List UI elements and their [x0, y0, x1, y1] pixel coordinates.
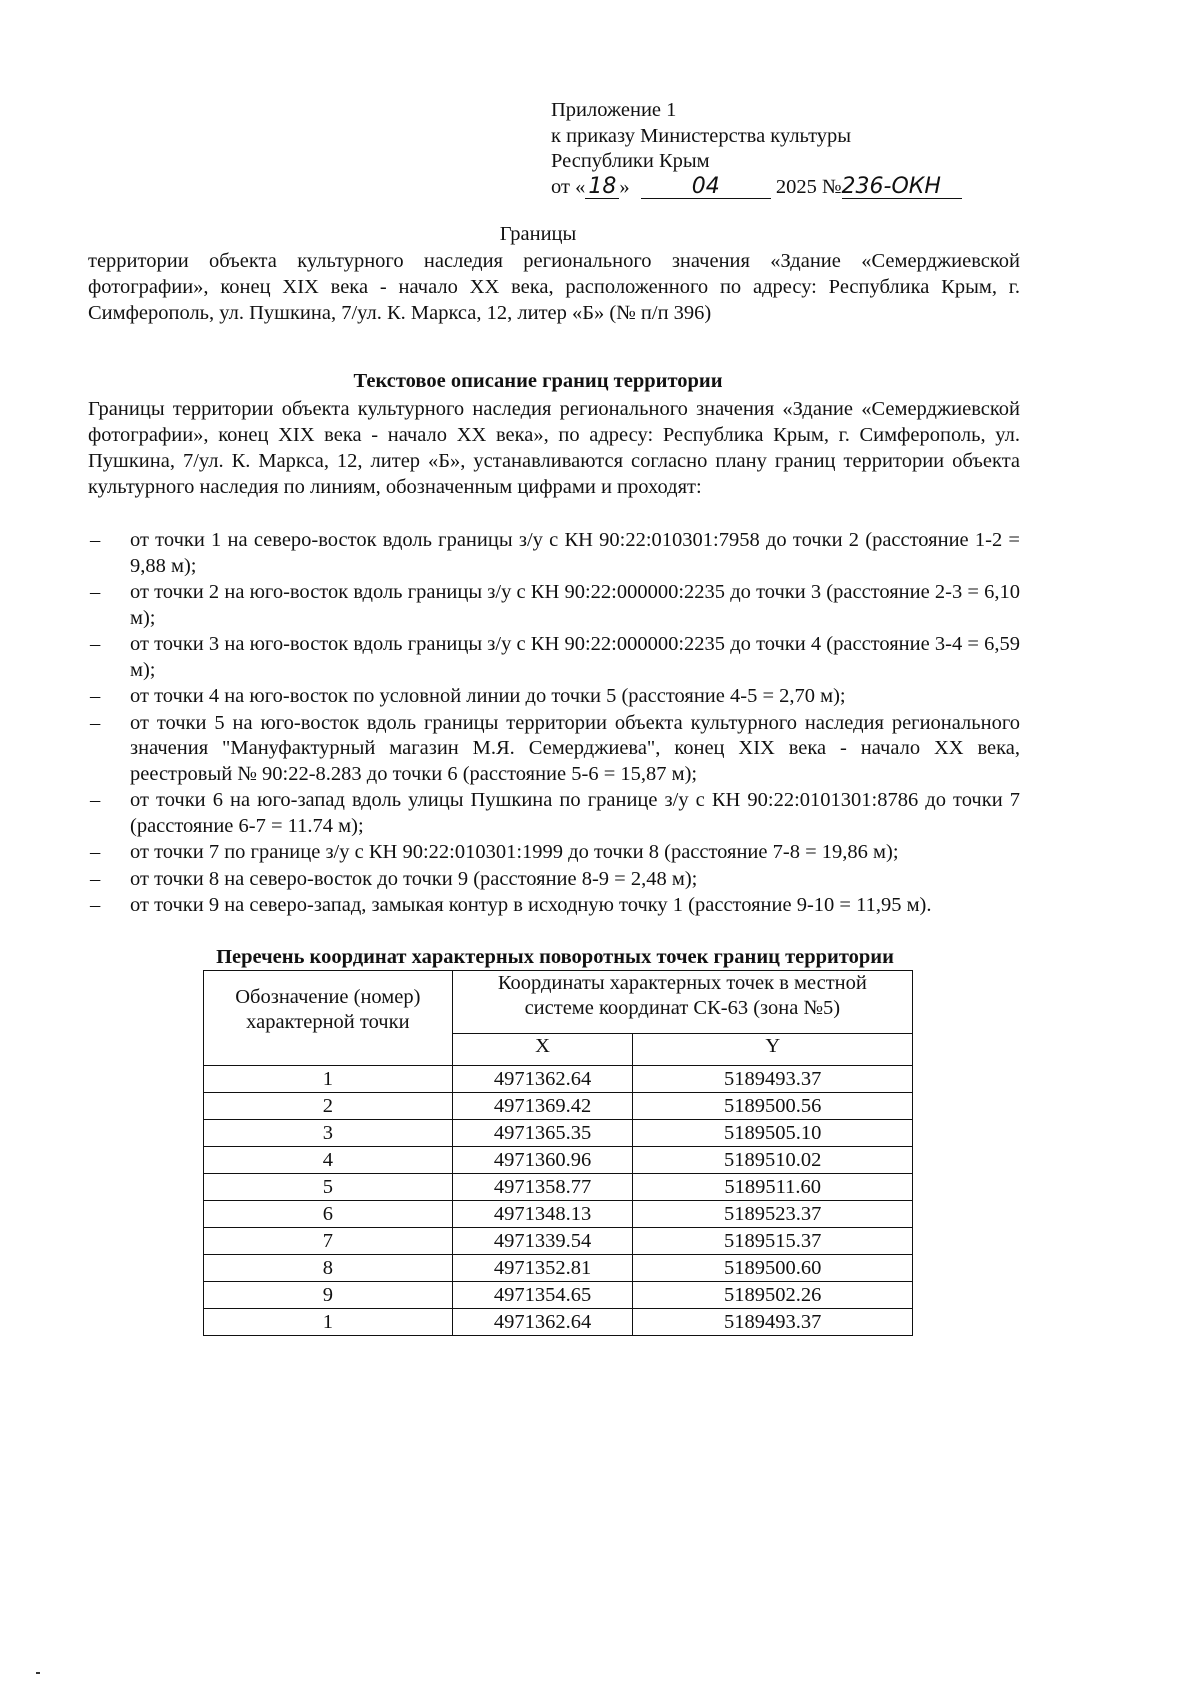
x-coordinate-cell: 4971365.35 [452, 1120, 633, 1147]
table-row [204, 1309, 913, 1336]
list-item: – от точки 4 на юго-восток по условной линии до точки 5 (расстояние 4-5 = 2,70 м); [90, 685, 846, 707]
x-coordinate-cell: 4971360.96 [452, 1147, 633, 1174]
y-coordinate-cell: 5189515.37 [633, 1228, 913, 1255]
x-coordinate-cell: 4971369.42 [452, 1093, 633, 1120]
appendix-number: Приложение 1 [551, 99, 677, 121]
table-row [204, 1255, 913, 1282]
list-item: – от точки 9 на северо-запад, замыкая контур в исходную точку 1 (расстояние 9-10 = 11,95 м). [90, 894, 932, 916]
point-number-cell: 1 [204, 1066, 453, 1093]
y-coordinate-cell: 5189500.56 [633, 1093, 913, 1120]
point-number-cell: 2 [204, 1093, 453, 1120]
list-item: – от точки 7 по границе з/у с КН 90:22:010301:1999 до точки 8 (расстояние 7-8 = 19,86 м); [90, 841, 899, 863]
table-row [204, 1174, 913, 1201]
order-date-line: от « 18 » 04 2025 №236-ОКН [551, 175, 962, 201]
list-item: – от точки 5 на юго-восток вдоль границы территории объекта культурного наследия регионального значения "Мануфактурный магазин М.Я. Семерджиева", конец XIX века - начало XX века, реестровый № 90:22-8.283 до точки 6 (расстояние 5-6 = 15,87 м); [90, 711, 1020, 785]
x-coordinate-cell: 4971362.64 [452, 1066, 633, 1093]
handwritten-day: 18 [585, 176, 619, 199]
table-row [204, 1066, 913, 1093]
table-row [204, 1228, 913, 1255]
table-row [204, 1201, 913, 1228]
point-number-cell: 9 [204, 1282, 453, 1309]
x-coordinate-cell: 4971354.65 [452, 1282, 633, 1309]
document-title: Границы [499, 223, 577, 245]
intro-paragraph: территории объекта культурного наследия регионального значения «Здание «Семерджиевской фотографии», конец XIX века - начало XX века, расположенного по адресу: Республика Крым, г. Симферополь, ул. Пушкина, 7/ул. К. Маркса, 12, литер «Б» (№ п/п 396) [88, 250, 1020, 324]
list-item: – от точки 1 на северо-восток вдоль границы з/у с КН 90:22:010301:7958 до точки 2 (расстояние 1-2 = 9,88 м); [90, 529, 1020, 577]
y-coordinate-cell: 5189505.10 [633, 1120, 913, 1147]
table-row [204, 1120, 913, 1147]
y-coordinate-cell: 5189502.26 [633, 1282, 913, 1309]
table-row [204, 1282, 913, 1309]
y-coordinate-cell: 5189493.37 [633, 1066, 913, 1093]
y-coordinate-cell: 5189511.60 [633, 1174, 913, 1201]
order-reference: к приказу Министерства культуры [551, 124, 852, 147]
description-paragraph: Границы территории объекта культурного наследия регионального значения «Здание «Семерджиевской фотографии», конец XIX века - начало XX века», по адресу: Республика Крым, г. Симферополь, ул. Пушкина, 7/ул. К. Маркса, 12, литер «Б», устанавливаются согласно плану границ территории объекта культурного наследия по линиям, обозначенным цифрами и проходят: [88, 398, 1020, 498]
x-header: X [452, 1033, 633, 1065]
coordinates-table [203, 970, 913, 1336]
point-number-cell: 8 [204, 1255, 453, 1282]
appendix-header [551, 98, 962, 200]
table-caption: Перечень координат характерных поворотных точек границ территории [216, 946, 894, 968]
boundary-list [88, 528, 1020, 920]
list-item: – от точки 2 на юго-восток вдоль границы з/у с КН 90:22:000000:2235 до точки 3 (расстояние 2-3 = 6,10 м); [90, 581, 1020, 629]
y-coordinate-cell: 5189500.60 [633, 1255, 913, 1282]
handwritten-order-number: 236-ОКН [842, 176, 962, 199]
y-header: Y [633, 1033, 913, 1065]
list-item: – от точки 6 на юго-запад вдоль улицы Пушкина по границе з/у с КН 90:22:0101301:8786 до точки 7 (расстояние 6-7 = 11.74 м); [90, 789, 1020, 837]
point-number-cell: 5 [204, 1174, 453, 1201]
point-number-cell: 4 [204, 1147, 453, 1174]
x-coordinate-cell: 4971352.81 [452, 1255, 633, 1282]
x-coordinate-cell: 4971348.13 [452, 1201, 633, 1228]
x-coordinate-cell: 4971339.54 [452, 1228, 633, 1255]
point-number-header: Обозначение (номер) характерной точки [204, 971, 453, 1066]
coordinates-header: Координаты характерных точек в местной системе координат СК-63 (зона №5) [452, 971, 912, 1034]
list-item: – от точки 3 на юго-восток вдоль границы з/у с КН 90:22:000000:2235 до точки 4 (расстояние 3-4 = 6,59 м); [90, 633, 1020, 681]
table-row [204, 1093, 913, 1120]
point-number-cell: 6 [204, 1201, 453, 1228]
point-number-cell: 1 [204, 1309, 453, 1336]
x-coordinate-cell: 4971358.77 [452, 1174, 633, 1201]
section-heading: Текстовое описание границ территории [353, 370, 723, 392]
handwritten-month: 04 [641, 176, 771, 199]
point-number-cell: 3 [204, 1120, 453, 1147]
x-coordinate-cell: 4971362.64 [452, 1309, 633, 1336]
y-coordinate-cell: 5189523.37 [633, 1201, 913, 1228]
republic-name: Республики Крым [551, 150, 710, 172]
point-number-cell: 7 [204, 1228, 453, 1255]
list-item: – от точки 8 на северо-восток до точки 9 (расстояние 8-9 = 2,48 м); [90, 867, 698, 890]
scan-mark [36, 1672, 40, 1674]
table-row [204, 1147, 913, 1174]
y-coordinate-cell: 5189493.37 [633, 1309, 913, 1336]
y-coordinate-cell: 5189510.02 [633, 1147, 913, 1174]
